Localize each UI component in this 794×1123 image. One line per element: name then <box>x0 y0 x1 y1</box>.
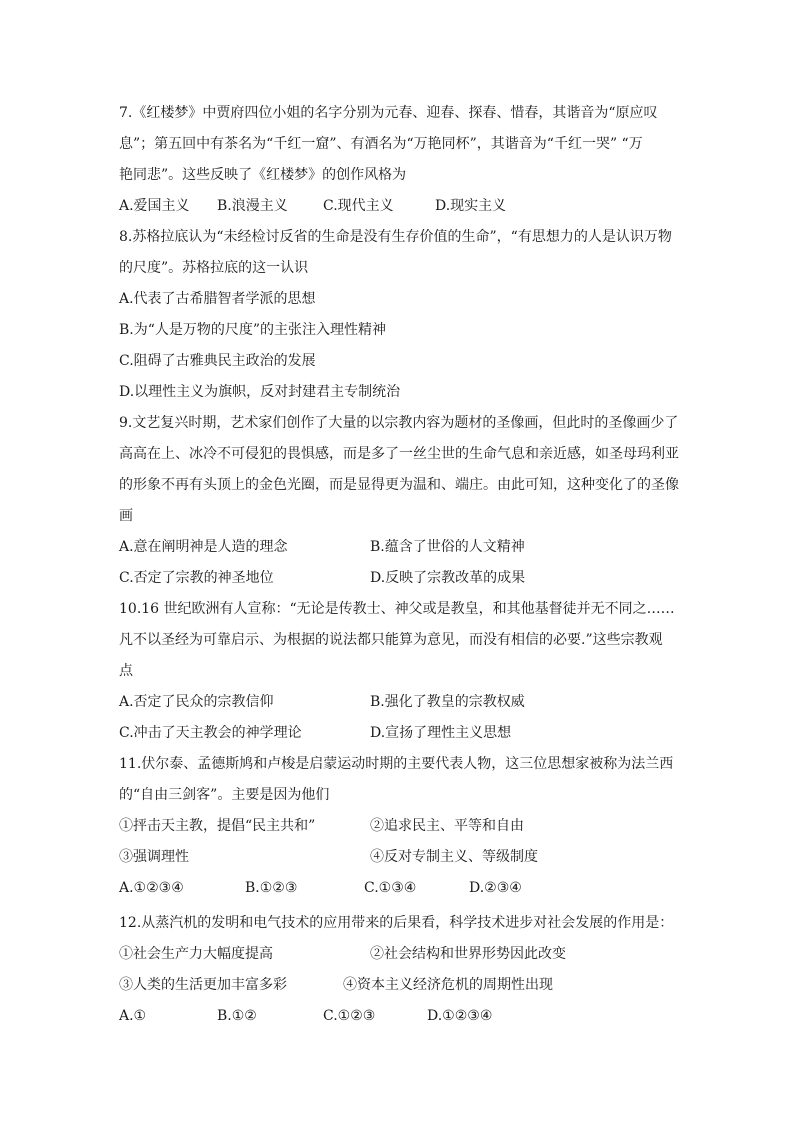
option-a: A.代表了古希腊智者学派的思想 <box>119 291 316 307</box>
options-row <box>119 532 691 563</box>
statement-4: ④资本主义经济危机的周期性出现 <box>343 977 553 993</box>
option-d: D.①②③④ <box>427 1008 493 1024</box>
options-row <box>119 563 691 594</box>
question-stem-line: 7.《红楼梦》中贾府四位小姐的名字分别为元春、迎春、探春、惜春，其谐音为“原应叹 <box>119 105 658 121</box>
statements-row <box>119 811 691 842</box>
option-b: B.为“人是万物的尺度”的主张注入理性精神 <box>119 322 387 338</box>
option-c: C.阻碍了古雅典民主政治的发展 <box>119 353 316 369</box>
question-10 <box>119 594 691 749</box>
option-d: D.以理性主义为旗帜，反对封建君主专制统治 <box>119 384 401 400</box>
statement-1: ①抨击天主教，提倡“民主共和” <box>119 818 316 834</box>
statement-2: ②社会结构和世界形势因此改变 <box>370 946 566 962</box>
option-a: A.①②③④ <box>119 880 184 896</box>
statements-row <box>119 970 691 1001</box>
question-stem-line: 艳同悲”。这些反映了《红楼梦》的创作风格为 <box>119 167 407 183</box>
options-row <box>119 687 691 718</box>
statement-1: ①社会生产力大幅度提高 <box>119 946 273 962</box>
option-c: C.现代主义 <box>323 198 394 214</box>
question-stem-line: 画 <box>119 508 133 524</box>
question-stem-line: 9.文艺复兴时期，艺术家们创作了大量的以宗教内容为题材的圣像画，但此时的圣像画少了 <box>119 415 679 431</box>
statement-4: ④反对专制主义、等级制度 <box>370 849 538 865</box>
option-b: B.浪漫主义 <box>217 198 288 214</box>
question-stem-line: 点 <box>119 663 133 679</box>
options-row <box>119 873 691 904</box>
question-stem-line: 10.16 世纪欧洲有人宣称：“无论是传教士、神父或是教皇，和其他基督徒并无不同之…… <box>119 601 675 617</box>
option-a: A.意在阐明神是人造的理念 <box>119 539 288 555</box>
statements-row <box>119 939 691 970</box>
question-stem-line: 的尺度”。苏格拉底的这一认识 <box>119 260 309 276</box>
option-c: C.否定了宗教的神圣地位 <box>119 570 274 586</box>
question-stem-line: 12.从蒸汽机的发明和电气技术的应用带来的后果看，科学技术进步对社会发展的作用是： <box>119 915 674 931</box>
question-9 <box>119 408 691 594</box>
option-b: B.强化了教皇的宗教权威 <box>370 694 525 710</box>
option-c: C.①②③ <box>323 1008 376 1024</box>
option-d: D.现实主义 <box>435 198 507 214</box>
option-a: A.① <box>119 1008 147 1024</box>
option-c: C.冲击了天主教会的神学理论 <box>119 725 302 741</box>
question-7 <box>119 98 691 222</box>
options-row <box>119 1001 691 1032</box>
option-b: B.①②③ <box>245 880 298 896</box>
question-stem-line: 的“自由三剑客”。主要是因为他们 <box>119 787 330 803</box>
question-stem-line: 的形象不再有头顶上的金色光圈，而是显得更为温和、端庄。由此可知，这种变化了的圣像 <box>119 477 679 493</box>
question-8 <box>119 222 691 408</box>
question-stem-line: 11.伏尔泰、孟德斯鸠和卢梭是启蒙运动时期的主要代表人物，这三位思想家被称为法兰西 <box>119 756 674 772</box>
statement-3: ③强调理性 <box>119 849 189 865</box>
question-stem-line: 息”；第五回中有茶名为“千红一窟”、有酒名为“万艳同杯”，其谐音为“千红一哭” “万 <box>119 136 643 152</box>
option-b: B.①② <box>217 1008 257 1024</box>
option-c: C.①③④ <box>364 880 417 896</box>
options-row <box>119 718 691 749</box>
option-d: D.②③④ <box>469 880 522 896</box>
option-d: D.反映了宗教改革的成果 <box>370 570 526 586</box>
option-a: A.否定了民众的宗教信仰 <box>119 694 274 710</box>
question-stem-line: 8.苏格拉底认为“未经检讨反省的生命是没有生存价值的生命”，“有思想力的人是认识万物 <box>119 229 672 245</box>
question-stem-line: 高高在上、冰冷不可侵犯的畏惧感，而是多了一丝尘世的生命气息和亲近感，如圣母玛利亚 <box>119 446 679 462</box>
question-11 <box>119 749 691 904</box>
option-a: A.爱国主义 <box>119 198 190 214</box>
question-stem-line: 凡不以圣经为可靠启示、为根据的说法都只能算为意见，而没有相信的必要.”这些宗教观 <box>119 632 663 648</box>
option-b: B.蕴含了世俗的人文精神 <box>370 539 525 555</box>
question-12 <box>119 908 691 1032</box>
statement-3: ③人类的生活更加丰富多彩 <box>119 977 287 993</box>
option-d: D.宣扬了理性主义思想 <box>370 725 512 741</box>
options-row <box>119 191 691 222</box>
statements-row <box>119 842 691 873</box>
statement-2: ②追求民主、平等和自由 <box>370 818 524 834</box>
